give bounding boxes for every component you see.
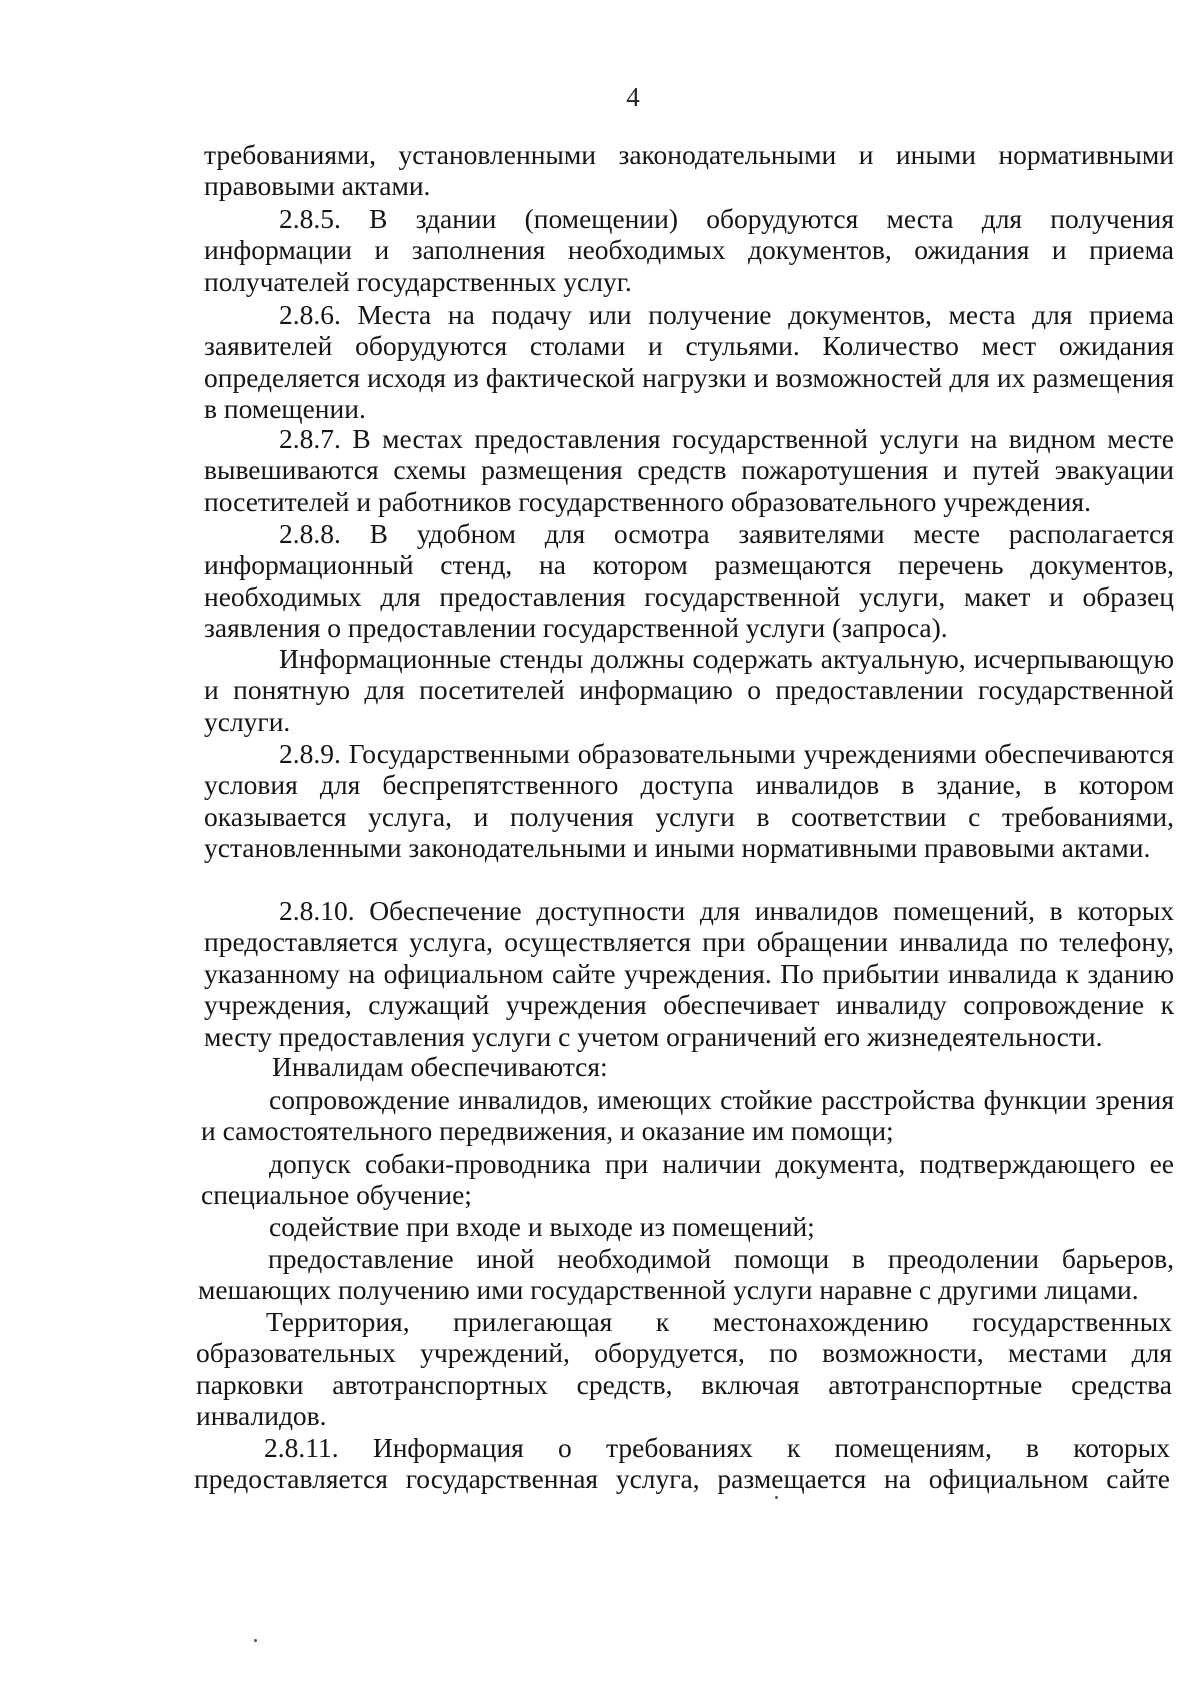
paragraph-info-stands: Информационные стенды должны содержать актуальную, исчерпывающую и понятную для посетителей информацию о предоставлении государственной услуги. (204, 643, 1174, 737)
list-item-guide-dog: допуск собаки-проводника при наличии документа, подтверждающего ее специальное обучение; (201, 1148, 1174, 1211)
paragraph-2-8-6: 2.8.6. Места на подачу или получение документов, места для приема заявителей оборудуются столами и стульями. Количество мест ожидания определяется исходя из фактической нагрузки и возможностей для их размещения в помещении. (204, 299, 1174, 425)
paragraph-continuation: требованиями, установленными законодательными и иными нормативными правовыми актами. (204, 139, 1174, 202)
list-item-other-help: предоставление иной необходимой помощи в преодолении барьеров, мешающих получению ими государственной услуги наравне с другими лицами. (198, 1243, 1174, 1306)
list-item-escort: сопровождение инвалидов, имеющих стойкие расстройства функции зрения и самостоятельного передвижения, и оказание им помощи; (201, 1084, 1174, 1147)
paragraph-disabled-provided: Инвалидам обеспечиваются: (272, 1051, 608, 1082)
paragraph-2-8-7: 2.8.7. В местах предоставления государственной услуги на видном месте вывешиваются схемы размещения средств пожаротушения и путей эвакуации посетителей и работников государственного образовательного учреждения. (204, 423, 1174, 517)
paragraph-2-8-8: 2.8.8. В удобном для осмотра заявителями месте располагается информационный стенд, на котором размещаются перечень документов, необходимых для предоставления государственной услуги, макет и образец заявления о предоставлении государственной услуги (запроса). (204, 518, 1174, 644)
paragraph-territory-parking: Территория, прилегающая к местонахождению государственных образовательных учреждений, оборудуется, по возможности, местами для парковки автотранспортных средств, включая автотранспортные средства инвалидов. (196, 1306, 1172, 1432)
list-item-entry-assistance: содействие при входе и выходе из помещений; (269, 1211, 815, 1242)
paragraph-2-8-5: 2.8.5. В здании (помещении) оборудуются места для получения информации и заполнения необходимых документов, ожидания и приема получателей государственных услуг. (204, 203, 1174, 297)
scan-speck (254, 1639, 257, 1642)
paragraph-2-8-10: 2.8.10. Обеспечение доступности для инвалидов помещений, в которых предоставляется услуга, осуществляется при обращении инвалида по телефону, указанному на официальном сайте учреждения. По прибытии инвалида к зданию учреждения, служащий учреждения обеспечивает инвалиду сопровождение к месту предоставления услуги с учетом ограничений его жизнедеятельности. (204, 895, 1174, 1052)
paragraph-2-8-11: 2.8.11. Информация о требованиях к помещениям, в которых предоставляется государственная услуга, размещается на официальном сайте (194, 1432, 1170, 1495)
scan-speck (775, 1496, 778, 1499)
paragraph-2-8-9: 2.8.9. Государственными образовательными учреждениями обеспечиваются условия для беспрепятственного доступа инвалидов в здание, в котором оказывается услуга, и получения услуги в соответствии с требованиями, установленными законодательными и иными нормативными правовыми актами. (204, 738, 1174, 864)
page-number: 4 (626, 82, 640, 112)
